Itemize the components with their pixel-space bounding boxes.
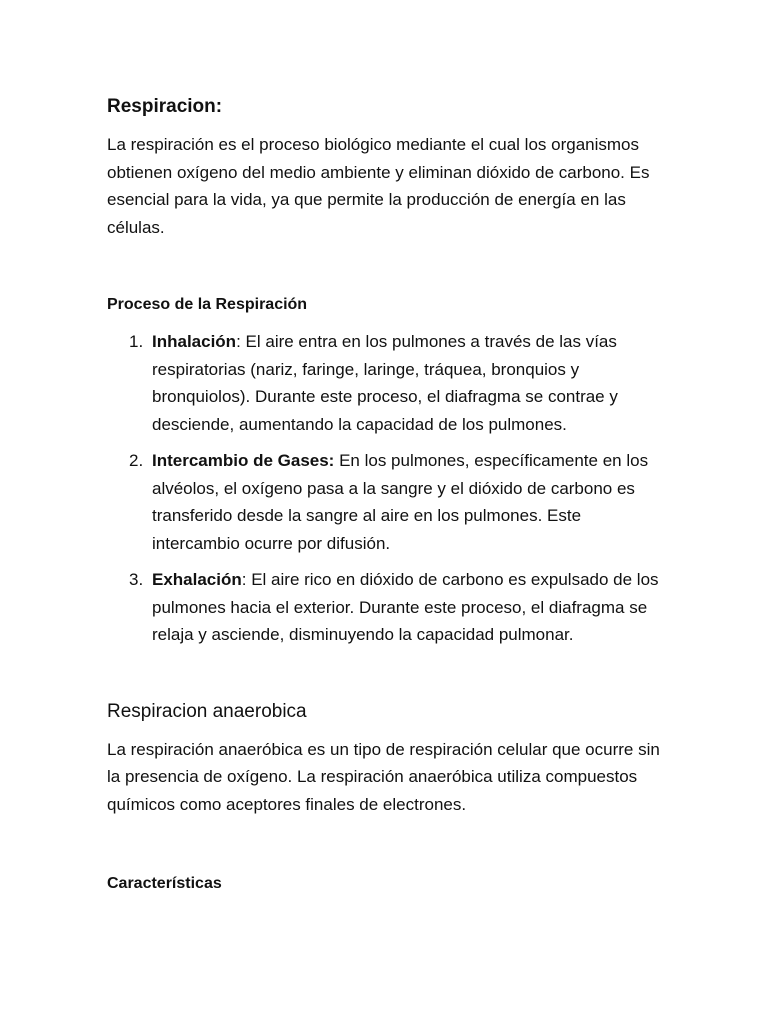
step-text: : El aire rico en dióxido de carbono es expulsado de los pulmones hacia el exterior. Durante este proceso, el diafragma se relaja y asciende, disminuyendo la capacidad pulmonar. [152,570,659,644]
list-number: 2. [129,451,144,470]
section-title-anaerobica: Respiracion anaerobica [107,700,307,722]
list-item [107,328,667,438]
step-term: Exhalación [152,570,242,589]
subsection-title-proceso: Proceso de la Respiración [107,296,308,313]
step-term: Inhalación [152,332,237,351]
step-text: En los pulmones, específicamente en los alvéolos, el oxígeno pasa a la sangre y el dióxido de carbono es transferido desde la sangre al aire en los pulmones. Este intercambio ocurre por difusión. [152,451,649,553]
list-item [107,447,667,557]
step-text: : El aire entra en los pulmones a través de las vías respiratorias (nariz, faringe, laringe, tráquea, bronquios y bronquiolos). Durante este proceso, el diafragma se contrae y desciende, aumentando la capacidad de los pulmones. [152,332,618,434]
list-item [107,566,667,649]
section-title-respiracion: Respiracion: [107,96,223,117]
step-term: Intercambio de Gases: [152,451,335,470]
process-steps-list [107,328,667,649]
document-page [107,94,667,896]
list-number: 3. [129,570,144,589]
subsection-title-caracteristicas: Características [107,875,222,892]
list-number: 1. [129,332,144,351]
anaerobica-paragraph: La respiración anaeróbica es un tipo de respiración celular que ocurre sin la presencia de oxígeno. La respiración anaeróbica utiliza compuestos químicos como aceptores finales de electrones. [107,739,660,814]
section-intro-paragraph: La respiración es el proceso biológico mediante el cual los organismos obtienen oxígeno del medio ambiente y eliminan dióxido de carbono. Es esencial para la vida, ya que permite la producción de energía en las células. [107,135,650,237]
